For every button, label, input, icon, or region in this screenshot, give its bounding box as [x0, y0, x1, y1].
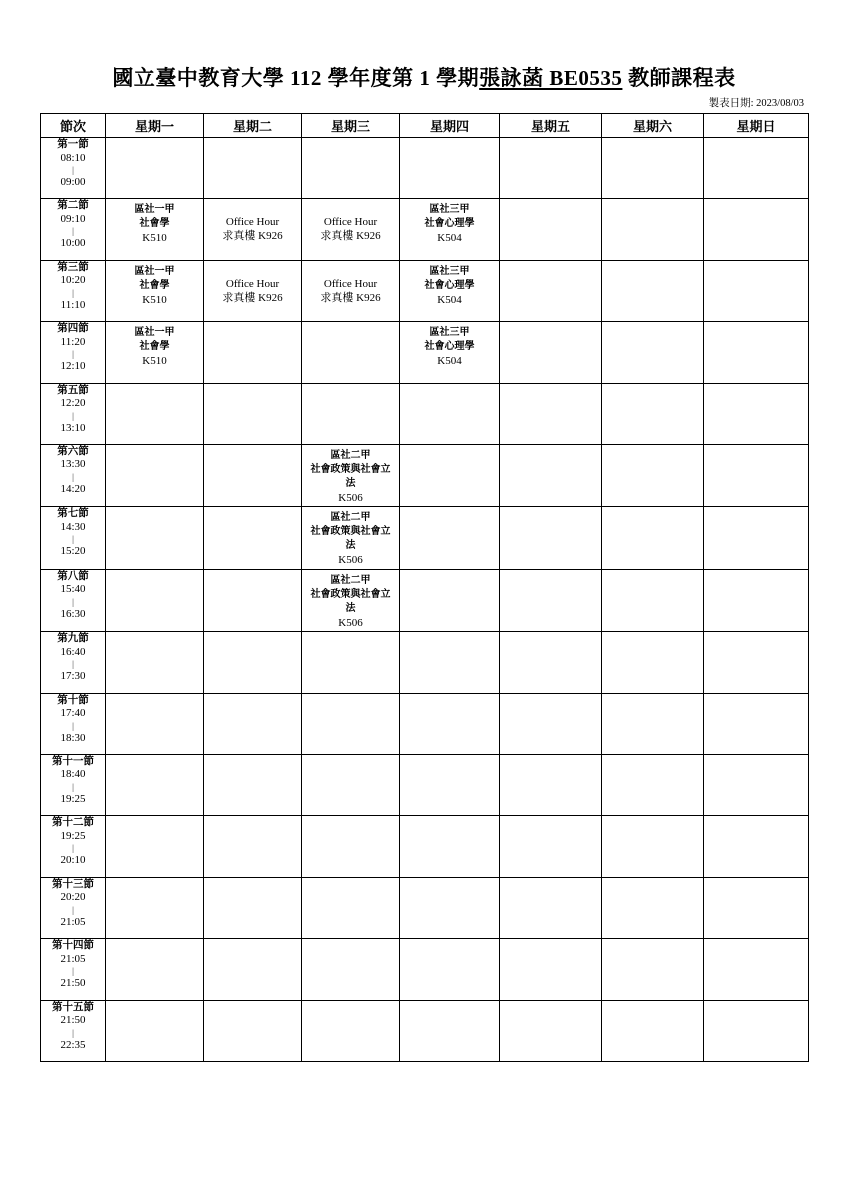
period-start: 10:20: [60, 274, 86, 287]
table-row: [41, 632, 809, 693]
course-slot: [400, 260, 500, 321]
period-name: 第七節: [57, 507, 89, 520]
empty-slot: [204, 322, 302, 383]
empty-slot: [704, 569, 809, 631]
empty-slot: [106, 1000, 204, 1061]
period-separator: |: [72, 534, 74, 545]
office-hour-slot: [204, 199, 302, 260]
period-name: 第三節: [57, 260, 89, 273]
period-separator: |: [72, 1027, 74, 1038]
course-name: 社會心理學: [424, 341, 475, 353]
table-row: [41, 877, 809, 938]
course-class: 區社一甲: [134, 327, 175, 339]
empty-slot: [302, 754, 400, 815]
title-prefix: 國立臺中教育大學 112 學年度第 1 學期: [112, 66, 480, 90]
empty-slot: [704, 632, 809, 693]
period-name: 第十三節: [52, 877, 94, 890]
empty-slot: [204, 816, 302, 877]
empty-slot: [302, 1000, 400, 1061]
period-start: 16:40: [60, 645, 86, 658]
empty-slot: [704, 383, 809, 444]
period-cell: [41, 754, 106, 815]
table-row: [41, 693, 809, 754]
period-cell: [41, 693, 106, 754]
course-name-cont: 法: [345, 540, 356, 552]
empty-slot: [500, 383, 602, 444]
period-end: 22:35: [60, 1038, 86, 1051]
empty-slot: [500, 199, 602, 260]
period-separator: |: [72, 349, 74, 360]
course-slot: [400, 199, 500, 260]
course-room: K510: [142, 232, 167, 245]
empty-slot: [400, 816, 500, 877]
course-class: 區社一甲: [134, 204, 175, 216]
office-hour-location: 求真樓 K926: [222, 230, 283, 243]
empty-slot: [400, 569, 500, 631]
period-end: 12:10: [60, 360, 86, 373]
period-cell: [41, 322, 106, 383]
empty-slot: [204, 569, 302, 631]
empty-slot: [602, 138, 704, 199]
empty-slot: [704, 754, 809, 815]
empty-slot: [302, 383, 400, 444]
col-header-wed: 星期三: [302, 114, 400, 138]
empty-slot: [704, 877, 809, 938]
period-separator: |: [72, 781, 74, 792]
course-name-cont: 法: [345, 602, 356, 614]
empty-slot: [500, 754, 602, 815]
period-start: 21:50: [60, 1014, 86, 1027]
empty-slot: [704, 444, 809, 506]
col-header-tue: 星期二: [204, 114, 302, 138]
course-class: 區社一甲: [134, 265, 175, 277]
period-end: 10:00: [60, 237, 86, 250]
empty-slot: [302, 816, 400, 877]
col-header-sat: 星期六: [602, 114, 704, 138]
office-hour-label: Office Hour: [323, 216, 378, 229]
empty-slot: [500, 569, 602, 631]
empty-slot: [400, 632, 500, 693]
empty-slot: [602, 693, 704, 754]
office-hour-label: Office Hour: [225, 277, 280, 290]
period-end: 13:10: [60, 421, 86, 434]
period-separator: |: [72, 410, 74, 421]
col-header-sun: 星期日: [704, 114, 809, 138]
empty-slot: [704, 138, 809, 199]
empty-slot: [400, 754, 500, 815]
period-start: 12:20: [60, 397, 86, 410]
empty-slot: [704, 939, 809, 1000]
period-name: 第十四節: [52, 939, 94, 952]
empty-slot: [204, 1000, 302, 1061]
period-name: 第十五節: [52, 1000, 94, 1013]
table-row: [41, 322, 809, 383]
period-end: 18:30: [60, 731, 86, 744]
empty-slot: [204, 507, 302, 569]
course-room: K506: [338, 491, 363, 504]
course-room: K504: [437, 232, 462, 245]
office-hour-location: 求真樓 K926: [222, 291, 283, 304]
table-row: [41, 260, 809, 321]
period-separator: |: [72, 904, 74, 915]
empty-slot: [400, 939, 500, 1000]
empty-slot: [500, 877, 602, 938]
empty-slot: [106, 877, 204, 938]
period-cell: [41, 138, 106, 199]
office-hour-slot: [302, 199, 400, 260]
period-name: 第八節: [57, 569, 89, 582]
empty-slot: [500, 632, 602, 693]
course-slot: [106, 260, 204, 321]
table-row: [41, 138, 809, 199]
header-row: [41, 114, 809, 138]
empty-slot: [500, 816, 602, 877]
course-slot: [400, 322, 500, 383]
empty-slot: [204, 444, 302, 506]
period-separator: |: [72, 165, 74, 175]
col-header-period: 節次: [41, 114, 106, 138]
period-end: 11:10: [60, 298, 86, 311]
empty-slot: [704, 507, 809, 569]
period-separator: |: [72, 720, 74, 731]
period-cell: [41, 816, 106, 877]
title-teacher: 張詠菡 BE0535: [479, 66, 623, 90]
empty-slot: [302, 877, 400, 938]
empty-slot: [106, 939, 204, 1000]
table-row: [41, 754, 809, 815]
empty-slot: [500, 1000, 602, 1061]
empty-slot: [602, 816, 704, 877]
empty-slot: [602, 322, 704, 383]
course-name: 社會學: [139, 279, 170, 291]
period-end: 09:00: [60, 176, 86, 188]
empty-slot: [704, 199, 809, 260]
period-start: 15:40: [60, 583, 86, 596]
period-start: 11:20: [60, 335, 86, 348]
empty-slot: [602, 199, 704, 260]
period-separator: |: [72, 843, 74, 854]
empty-slot: [602, 260, 704, 321]
period-separator: |: [72, 287, 74, 298]
course-room: K504: [437, 293, 462, 306]
empty-slot: [500, 939, 602, 1000]
period-start: 18:40: [60, 768, 86, 781]
empty-slot: [106, 632, 204, 693]
empty-slot: [400, 693, 500, 754]
empty-slot: [500, 693, 602, 754]
course-room: K510: [142, 293, 167, 306]
empty-slot: [106, 383, 204, 444]
period-cell: [41, 444, 106, 506]
empty-slot: [500, 322, 602, 383]
empty-slot: [602, 1000, 704, 1061]
period-name: 第四節: [57, 322, 89, 335]
period-separator: |: [72, 596, 74, 607]
empty-slot: [302, 138, 400, 199]
table-row: [41, 383, 809, 444]
period-cell: [41, 1000, 106, 1061]
period-start: 09:10: [60, 212, 86, 225]
empty-slot: [602, 569, 704, 631]
period-cell: [41, 569, 106, 631]
period-cell: [41, 260, 106, 321]
course-slot: [302, 507, 400, 569]
empty-slot: [400, 1000, 500, 1061]
empty-slot: [602, 444, 704, 506]
period-start: 20:20: [60, 891, 86, 904]
period-cell: [41, 632, 106, 693]
course-name: 社會學: [139, 218, 170, 230]
course-class: 區社二甲: [330, 449, 371, 461]
course-room: K504: [437, 355, 462, 368]
table-row: [41, 1000, 809, 1061]
period-name: 第五節: [57, 383, 89, 396]
empty-slot: [704, 693, 809, 754]
empty-slot: [500, 260, 602, 321]
empty-slot: [400, 877, 500, 938]
course-slot: [302, 444, 400, 506]
empty-slot: [204, 754, 302, 815]
empty-slot: [106, 816, 204, 877]
period-end: 14:20: [60, 482, 86, 495]
course-slot: [106, 322, 204, 383]
table-row: [41, 939, 809, 1000]
course-slot: [302, 569, 400, 631]
empty-slot: [500, 138, 602, 199]
period-start: 14:30: [60, 520, 86, 533]
course-class: 區社三甲: [429, 265, 470, 277]
empty-slot: [302, 693, 400, 754]
office-hour-location: 求真樓 K926: [320, 230, 381, 243]
col-header-mon: 星期一: [106, 114, 204, 138]
period-name: 第十一節: [52, 754, 94, 767]
empty-slot: [602, 507, 704, 569]
period-start: 21:05: [60, 952, 86, 965]
empty-slot: [204, 877, 302, 938]
period-name: 第十節: [57, 693, 89, 706]
empty-slot: [500, 507, 602, 569]
empty-slot: [106, 444, 204, 506]
period-end: 16:30: [60, 607, 86, 620]
period-end: 19:25: [60, 792, 86, 805]
empty-slot: [704, 322, 809, 383]
period-cell: [41, 507, 106, 569]
office-hour-label: Office Hour: [323, 277, 378, 290]
table-row: [41, 816, 809, 877]
col-header-thu: 星期四: [400, 114, 500, 138]
office-hour-slot: [302, 260, 400, 321]
period-name: 第九節: [57, 632, 89, 645]
period-start: 13:30: [60, 458, 86, 471]
period-name: 第一節: [57, 138, 89, 150]
course-slot: [106, 199, 204, 260]
course-name: 社會政策與社會立: [310, 588, 391, 600]
empty-slot: [106, 138, 204, 199]
period-name: 第二節: [57, 199, 89, 212]
period-end: 15:20: [60, 545, 86, 558]
empty-slot: [204, 138, 302, 199]
period-name: 第六節: [57, 444, 89, 457]
course-name: 社會學: [139, 341, 170, 353]
table-row: [41, 444, 809, 506]
empty-slot: [400, 138, 500, 199]
course-class: 區社三甲: [429, 204, 470, 216]
course-class: 區社二甲: [330, 512, 371, 524]
course-class: 區社二甲: [330, 574, 371, 586]
empty-slot: [400, 383, 500, 444]
empty-slot: [204, 632, 302, 693]
course-room: K506: [338, 554, 363, 567]
empty-slot: [602, 754, 704, 815]
empty-slot: [704, 1000, 809, 1061]
empty-slot: [602, 383, 704, 444]
period-start: 17:40: [60, 707, 86, 720]
course-class: 區社三甲: [429, 327, 470, 339]
course-name: 社會心理學: [424, 279, 475, 291]
period-cell: [41, 877, 106, 938]
period-end: 17:30: [60, 670, 86, 683]
empty-slot: [106, 693, 204, 754]
col-header-fri: 星期五: [500, 114, 602, 138]
period-end: 21:50: [60, 977, 86, 990]
course-name: 社會心理學: [424, 218, 475, 230]
period-end: 21:05: [60, 915, 86, 928]
period-separator: |: [72, 226, 74, 237]
period-separator: |: [72, 966, 74, 977]
empty-slot: [106, 569, 204, 631]
empty-slot: [302, 632, 400, 693]
page-title: [0, 62, 848, 92]
period-end: 20:10: [60, 854, 86, 867]
empty-slot: [704, 816, 809, 877]
period-start: 19:25: [60, 829, 86, 842]
period-cell: [41, 199, 106, 260]
title-suffix: 教師課程表: [622, 66, 736, 90]
table-row: [41, 199, 809, 260]
empty-slot: [704, 260, 809, 321]
course-room: K510: [142, 355, 167, 368]
empty-slot: [302, 322, 400, 383]
empty-slot: [400, 444, 500, 506]
period-cell: [41, 939, 106, 1000]
empty-slot: [106, 754, 204, 815]
empty-slot: [204, 383, 302, 444]
period-start: 08:10: [60, 151, 86, 164]
table-row: [41, 507, 809, 569]
period-cell: [41, 383, 106, 444]
empty-slot: [302, 939, 400, 1000]
empty-slot: [500, 444, 602, 506]
made-date: 製表日期: 2023/08/03: [708, 98, 804, 109]
period-separator: |: [72, 659, 74, 670]
office-hour-location: 求真樓 K926: [320, 291, 381, 304]
empty-slot: [106, 507, 204, 569]
course-name-cont: 法: [345, 477, 356, 489]
course-room: K506: [338, 616, 363, 629]
period-name: 第十二節: [52, 816, 94, 829]
empty-slot: [400, 507, 500, 569]
period-separator: |: [72, 471, 74, 482]
empty-slot: [602, 632, 704, 693]
empty-slot: [204, 693, 302, 754]
course-name: 社會政策與社會立: [310, 463, 391, 475]
empty-slot: [602, 877, 704, 938]
office-hour-label: Office Hour: [225, 216, 280, 229]
empty-slot: [204, 939, 302, 1000]
course-name: 社會政策與社會立: [310, 526, 391, 538]
table-row: [41, 569, 809, 631]
empty-slot: [602, 939, 704, 1000]
office-hour-slot: [204, 260, 302, 321]
schedule-table: [40, 113, 809, 1062]
